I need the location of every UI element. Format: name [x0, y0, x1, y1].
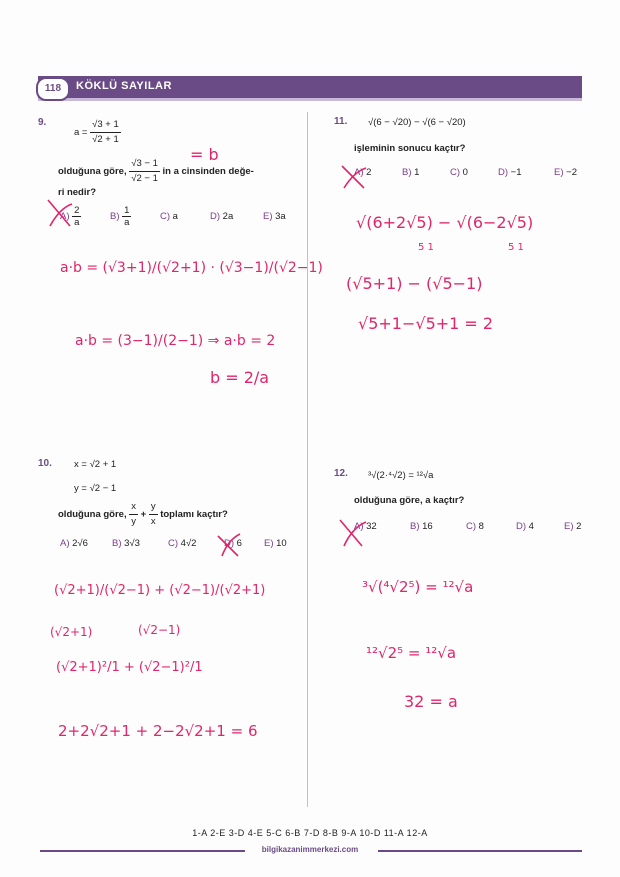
q9-option-a[interactable]: A) $\frac{2}{a}$ — [60, 205, 80, 228]
q11-option-a[interactable]: A) 2 — [354, 167, 372, 178]
q11-number: 11. — [334, 116, 348, 127]
q11-expr: √(6 − √20) − √(6 − √20) — [368, 117, 466, 128]
q11-hw-line2: (√5+1) − (√5−1) — [346, 274, 483, 293]
q10-option-c[interactable]: C) 4√2 — [168, 538, 197, 549]
footer-website: bilgikazanimmerkezi.com — [261, 845, 359, 854]
q10-hw-mult1: (√2+1) — [50, 625, 93, 639]
q12-hw-line3: 32 = a — [404, 692, 458, 711]
q11-option-c[interactable]: C) 0 — [450, 167, 468, 178]
q12-expr: ³√(2·⁴√2) = ¹²√a — [368, 470, 434, 481]
q9-prompt: olduğuna göre, $\frac{√3 - 1}{√2 - 1}$ in a cinsinden değe- ri nedir? — [58, 158, 254, 198]
q10-hw-mult2: (√2−1) — [138, 623, 181, 637]
q10-number: 10. — [38, 458, 52, 469]
q9-hw-line3: b = 2/a — [210, 368, 270, 387]
q10-given-x: x = √2 + 1 — [74, 459, 117, 470]
q11-option-e[interactable]: E) −2 — [554, 167, 577, 178]
q10-hw-line3: 2+2√2+1 + 2−2√2+1 = 6 — [58, 722, 258, 740]
footer-line-right — [378, 850, 582, 852]
q12-option-c[interactable]: C) 8 — [466, 521, 484, 532]
q12-number: 12. — [334, 468, 348, 479]
q9-option-c[interactable]: C) a — [160, 211, 178, 222]
q10-option-d[interactable]: D) 6 — [224, 538, 242, 549]
q12-hw-line1: ³√(⁴√2⁵) = ¹²√a — [362, 578, 474, 596]
page-number: 118 — [36, 77, 70, 101]
q9-answer-cross — [48, 200, 72, 226]
answer-key: 1-A 2-E 3-D 4-E 5-C 6-B 7-D 8-B 9-A 10-D 11-A 12-A — [192, 828, 428, 838]
q9-hw-line1: a·b = (√3+1)/(√2+1) · (√3−1)/(√2−1) — [60, 260, 323, 276]
q12-answer-cross — [340, 520, 366, 546]
chapter-title: KÖKLÜ SAYILAR — [76, 80, 172, 92]
q12-option-a[interactable]: A) 32 — [354, 521, 377, 532]
q10-hw-line2: (√2+1)²/1 + (√2−1)²/1 — [56, 660, 203, 675]
q11-hw-factors-2: 5 1 — [508, 242, 524, 253]
q9-number: 9. — [38, 117, 47, 128]
q12-option-d[interactable]: D) 4 — [516, 521, 534, 532]
q12-option-e[interactable]: E) 2 — [564, 521, 582, 532]
q11-hw-factors-1: 5 1 — [418, 242, 434, 253]
q10-given-y: y = √2 − 1 — [74, 483, 117, 494]
q10-option-a[interactable]: A) 2√6 — [60, 538, 88, 549]
q11-option-d[interactable]: D) −1 — [498, 167, 522, 178]
q10-answer-cross — [218, 534, 240, 556]
q9-hw-equals-b: = b — [190, 145, 219, 164]
q9-option-d[interactable]: D) 2a — [210, 211, 234, 222]
q11-hw-line3: √5+1−√5+1 = 2 — [358, 314, 494, 333]
q12-option-b[interactable]: B) 16 — [410, 521, 433, 532]
q9-option-b[interactable]: B) $\frac{1}{a}$ — [110, 205, 130, 228]
q9-hw-line2: a·b = (3−1)/(2−1) ⇒ a·b = 2 — [75, 333, 276, 349]
q10-hw-line1: (√2+1)/(√2−1) + (√2−1)/(√2+1) — [54, 583, 266, 598]
q11-prompt: işleminin sonucu kaçtır? — [354, 143, 466, 154]
q12-prompt: olduğuna göre, a kaçtır? — [354, 495, 465, 506]
q10-prompt: olduğuna göre, $\frac{x}{y}$ + $\frac{y}{x}$ toplamı kaçtır? — [58, 501, 228, 527]
q11-hw-line1: √(6+2√5) − √(6−2√5) — [356, 213, 534, 232]
q9-option-e[interactable]: E) 3a — [263, 211, 286, 222]
q11-answer-cross — [342, 166, 366, 188]
q12-hw-line2: ¹²√2⁵ = ¹²√a — [366, 644, 457, 662]
q10-option-b[interactable]: B) 3√3 — [112, 538, 140, 549]
q9-given: a = $\frac{√3 + 1}{√2 + 1}$ — [74, 119, 119, 145]
q10-option-e[interactable]: E) 10 — [264, 538, 287, 549]
q11-option-b[interactable]: B) 1 — [402, 167, 420, 178]
